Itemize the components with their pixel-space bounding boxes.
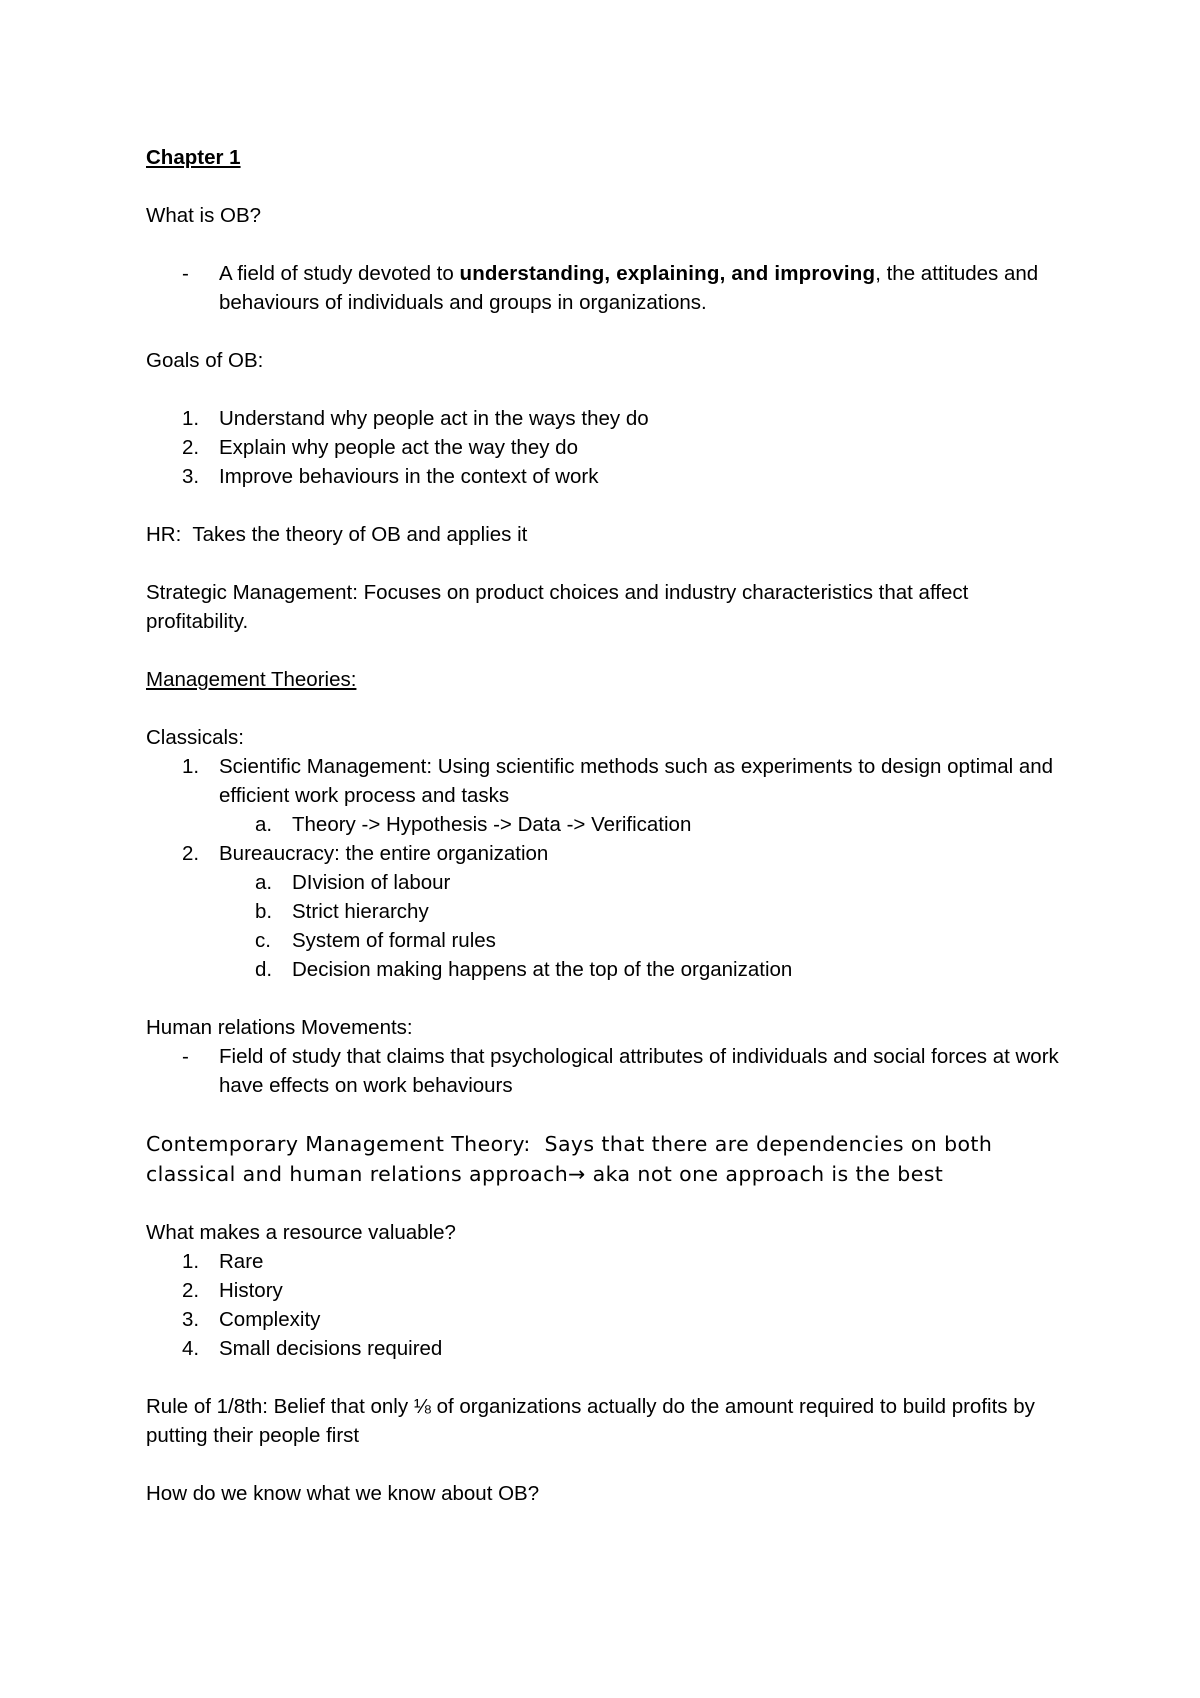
list-number: 4. <box>182 1337 200 1360</box>
spacer <box>146 230 1076 259</box>
classical-subitem <box>146 810 1076 839</box>
list-letter: a. <box>255 813 273 836</box>
goal-item <box>146 462 1076 491</box>
spacer <box>146 984 1076 1013</box>
list-number: 2. <box>182 1279 200 1302</box>
spacer <box>146 1363 1076 1392</box>
spacer <box>146 1100 1076 1129</box>
spacer <box>146 549 1076 578</box>
list-letter: b. <box>255 900 273 923</box>
list-number: 2. <box>182 842 200 865</box>
list-number: 2. <box>182 436 200 459</box>
ob-definition <box>146 259 1076 317</box>
list-number: 3. <box>182 1308 200 1331</box>
contemporary-theory-paragraph: Contemporary Management Theory: Says that there are dependencies on both classical and human relations approach→ aka not one approach is the best <box>146 1132 1000 1186</box>
chapter-title: Chapter 1 <box>146 146 241 169</box>
resource-heading: What makes a resource valuable? <box>146 1221 456 1244</box>
list-number: 1. <box>182 1250 200 1273</box>
resource-item <box>146 1334 1076 1363</box>
subitem-text: Theory -> Hypothesis -> Data -> Verification <box>292 813 692 836</box>
list-letter: c. <box>255 929 271 952</box>
dash-marker: - <box>182 262 189 285</box>
resource-text: History <box>219 1279 283 1302</box>
resource-item <box>146 1276 1076 1305</box>
subitem-text: DIvision of labour <box>292 871 451 894</box>
spacer <box>146 1189 1076 1218</box>
classicals-heading: Classicals: <box>146 726 244 749</box>
list-letter: d. <box>255 958 273 981</box>
resource-item <box>146 1247 1076 1276</box>
definition-text-pre: A field of study devoted to <box>219 262 460 285</box>
spacer <box>146 491 1076 520</box>
strategic-management-paragraph: Strategic Management: Focuses on product choices and industry characteristics that affect profitability. <box>146 581 969 633</box>
classical-item <box>146 839 1076 868</box>
definition-text-post: , the attitudes and behaviours of individuals and groups in organizations. <box>219 262 1039 314</box>
list-number: 1. <box>182 755 200 778</box>
spacer <box>146 1450 1076 1479</box>
definition-text-bold: understanding, explaining, and improving <box>459 262 876 285</box>
document-page <box>146 143 1076 1508</box>
classical-item <box>146 752 1076 810</box>
classical-text: Scientific Management: Using scientific methods such as experiments to design optimal and efficient work process and tasks <box>219 755 1054 807</box>
human-relations-text: Field of study that claims that psychological attributes of individuals and social forces at work have effects on work behaviours <box>219 1045 1059 1097</box>
human-relations-item <box>146 1042 1076 1100</box>
list-number: 1. <box>182 407 200 430</box>
management-theories-heading: Management Theories: <box>146 668 357 691</box>
classical-subitem <box>146 955 1076 984</box>
resource-text: Complexity <box>219 1308 321 1331</box>
classical-subitem <box>146 868 1076 897</box>
spacer <box>146 636 1076 665</box>
how-do-we-know-heading: How do we know what we know about OB? <box>146 1482 540 1505</box>
goal-item <box>146 404 1076 433</box>
subitem-text: Strict hierarchy <box>292 900 429 923</box>
spacer <box>146 375 1076 404</box>
rule-of-eighth-paragraph: Rule of 1/8th: Belief that only ⅛ of organizations actually do the amount required to build profits by putting their people first <box>146 1395 1035 1447</box>
classical-subitem <box>146 897 1076 926</box>
what-is-ob-heading: What is OB? <box>146 204 262 227</box>
spacer <box>146 317 1076 346</box>
resource-item <box>146 1305 1076 1334</box>
hr-paragraph: HR: Takes the theory of OB and applies it <box>146 523 528 546</box>
spacer <box>146 694 1076 723</box>
list-letter: a. <box>255 871 273 894</box>
list-number: 3. <box>182 465 200 488</box>
goal-text: Understand why people act in the ways they do <box>219 407 649 430</box>
goal-text: Improve behaviours in the context of work <box>219 465 599 488</box>
goal-item <box>146 433 1076 462</box>
subitem-text: System of formal rules <box>292 929 496 952</box>
dash-marker: - <box>182 1045 189 1068</box>
classical-subitem <box>146 926 1076 955</box>
spacer <box>146 172 1076 201</box>
goal-text: Explain why people act the way they do <box>219 436 578 459</box>
subitem-text: Decision making happens at the top of the organization <box>292 958 793 981</box>
resource-text: Rare <box>219 1250 264 1273</box>
human-relations-heading: Human relations Movements: <box>146 1016 413 1039</box>
goals-heading: Goals of OB: <box>146 349 264 372</box>
resource-text: Small decisions required <box>219 1337 443 1360</box>
classical-text: Bureaucracy: the entire organization <box>219 842 549 865</box>
